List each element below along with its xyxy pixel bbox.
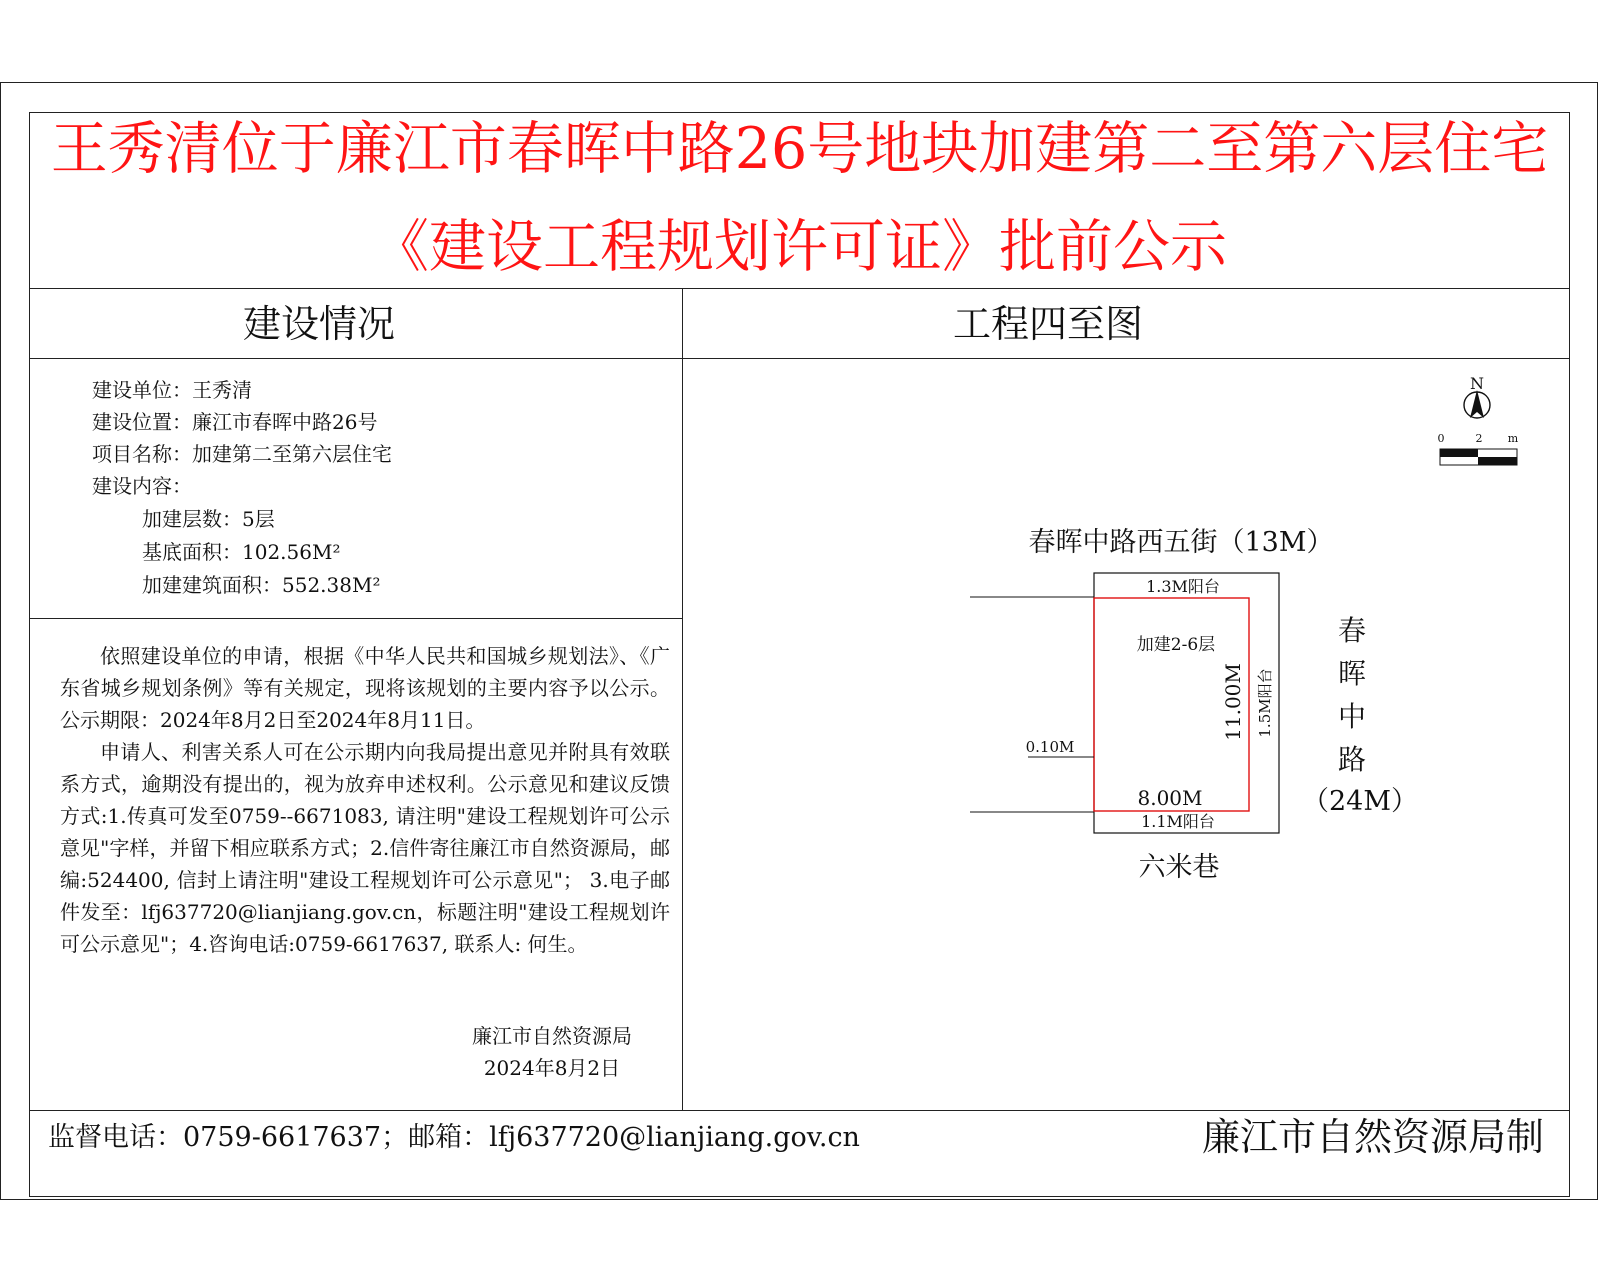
dim-height-label: 11.00M [1221, 663, 1245, 741]
scale-zero: 0 [1437, 432, 1445, 445]
notice-title-line1: 王秀清位于廉江市春晖中路26号地块加建第二至第六层住宅 [50, 116, 1549, 182]
road-east-width: （24M） [1301, 786, 1419, 817]
north-arrow [1464, 374, 1490, 418]
notice-body [60, 640, 670, 960]
scale-mid: 2 [1475, 432, 1483, 445]
footer-maker: 廉江市自然资源局制 [1201, 1115, 1544, 1159]
field-project: 项目名称：加建第二至第六层住宅 [92, 442, 392, 466]
field-base-area: 基底面积：102.56M² [142, 540, 341, 564]
scale-bar [1438, 432, 1519, 465]
field-content-label: 建设内容： [92, 474, 192, 498]
footer-divider [29, 1110, 1570, 1111]
info-divider [29, 618, 682, 619]
footer-contact: 监督电话：0759-6617637；邮箱：lfj637720@lianjiang.gov.cn [48, 1122, 860, 1153]
field-floors: 加建层数：5层 [142, 507, 275, 531]
signature-date: 2024年8月2日 [483, 1056, 621, 1080]
road-north-label: 春晖中路西五街（13M） [1028, 527, 1334, 558]
site-plan-map [683, 359, 1569, 1110]
notice-paragraph-1: 依照建设单位的申请，根据《中华人民共和国城乡规划法》、《广东省城乡规划条例》等有关规定，现将该规划的主要内容予以公示。公示期限：2024年8月2日至2024年8月11日。 [60, 644, 670, 732]
north-label: N [1470, 374, 1484, 393]
road-east-char: 晖 [1337, 657, 1367, 690]
dim-offset-label: 0.10M [1025, 738, 1075, 756]
field-building-area: 加建建筑面积：552.38M² [142, 573, 381, 597]
balcony-top-label: 1.3M阳台 [1146, 577, 1220, 596]
notice-title-line2: 《建设工程规划许可证》批前公示 [372, 214, 1227, 280]
road-south-label: 六米巷 [1138, 852, 1220, 883]
section-heading-construction: 建设情况 [242, 302, 395, 346]
notice-paragraph-2: 申请人、利害关系人可在公示期内向我局提出意见并附具有效联系方式，逾期没有提出的，视为放弃申述权利。公示意见和建议反馈方式:1.传真可发至0759--6671083, 请注明"建设工程规划许可公示意见"字样，并留下相应联系方式；2.信件寄往廉江市自然资源局，邮编:524400, 信封上请注明"建设工程规划许可公示意见"； 3.电子邮件发至：lfj637720@lianjiang.gov.cn，标题注明"建设工程规划许可公示意见"；4.咨询电话:0759-6617637, 联系人: 何生。 [60, 740, 670, 956]
signature-org: 廉江市自然资源局 [472, 1024, 632, 1048]
road-east-char: 春 [1337, 614, 1367, 647]
road-east-char: 中 [1337, 700, 1367, 733]
scale-unit: m [1507, 432, 1519, 445]
road-east-char: 路 [1337, 743, 1367, 776]
field-location: 建设位置：廉江市春晖中路26号 [92, 410, 378, 434]
section-heading-site-map: 工程四至图 [952, 302, 1143, 346]
road-east-label [1302, 614, 1418, 817]
balcony-right-label: 1.5M阳台 [1256, 668, 1274, 738]
balcony-bottom-label: 1.1M阳台 [1141, 812, 1215, 831]
field-unit: 建设单位：王秀清 [92, 378, 252, 402]
building-label: 加建2-6层 [1136, 635, 1216, 655]
dim-width-label: 8.00M [1137, 786, 1203, 810]
